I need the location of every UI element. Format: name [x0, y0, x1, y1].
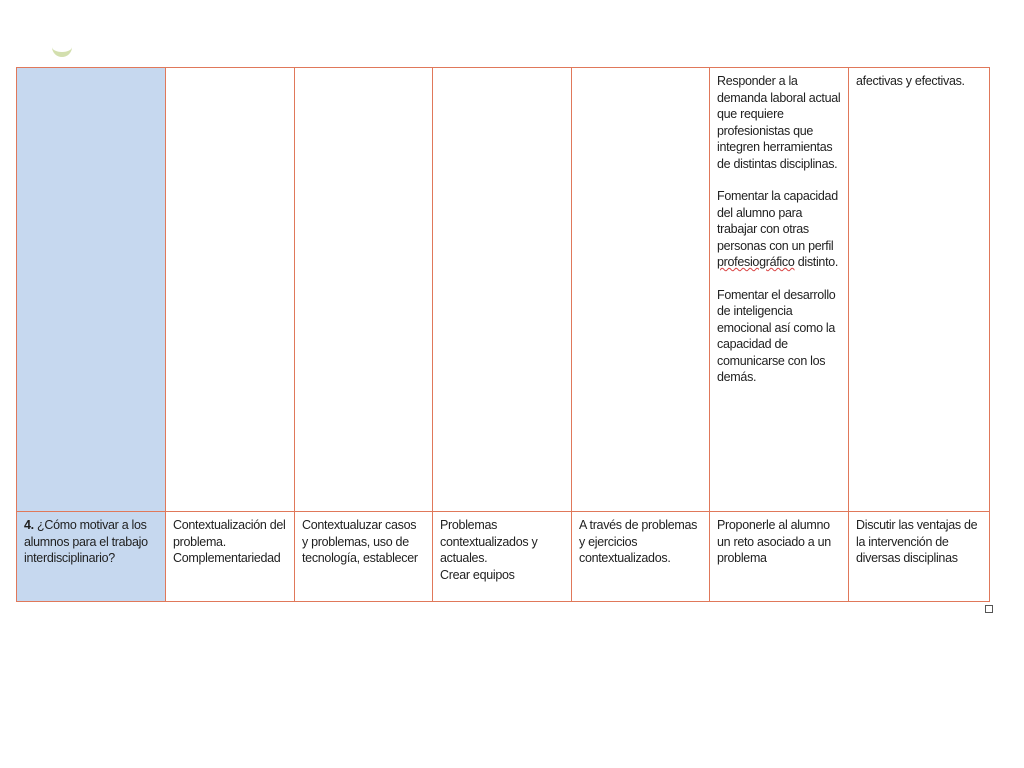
question-text: ¿Cómo motivar a los alumnos para el trabajo interdisciplinario?: [24, 518, 148, 565]
table-resize-handle[interactable]: [985, 605, 993, 613]
table-cell: Contextualización del problema. Complementariedad: [166, 512, 295, 602]
table-cell: Contextualuzar casos y problemas, uso de tecnología, establecer: [295, 512, 433, 602]
table-cell: [710, 68, 849, 512]
table-cell: Problemas contextualizados y actuales. Crear equipos: [433, 512, 572, 602]
leaf-decoration: [52, 38, 72, 57]
table-cell: afectivas y efectivas.: [849, 68, 990, 512]
misspelled-word: profesiográfico: [717, 255, 795, 269]
question-number: 4.: [24, 518, 34, 532]
table-cell: [572, 68, 710, 512]
table-cell: Discutir las ventajas de la intervención de diversas disciplinas: [849, 512, 990, 602]
question-cell: [17, 512, 166, 602]
cell-paragraph: Fomentar el desarrollo de inteligencia emocional así como la capacidad de comunicarse con los demás.: [717, 287, 836, 384]
table-row: [17, 512, 990, 602]
table-cell: A través de problemas y ejercicios contextualizados.: [572, 512, 710, 602]
cell-paragraph: Responder a la demanda laboral actual que requiere profesionistas que integren herramientas de distintas disciplinas.: [717, 74, 841, 171]
document-table: [16, 67, 990, 602]
table-cell: [295, 68, 433, 512]
cell-paragraph: Fomentar la capacidad del alumno para trabajar con otras personas con un perfil profesiográfico distinto.: [717, 189, 839, 269]
table-cell: Proponerle al alumno un reto asociado a un problema: [710, 512, 849, 602]
table-row: [17, 68, 990, 512]
question-cell: [17, 68, 166, 512]
table-cell: [433, 68, 572, 512]
table-cell: [166, 68, 295, 512]
